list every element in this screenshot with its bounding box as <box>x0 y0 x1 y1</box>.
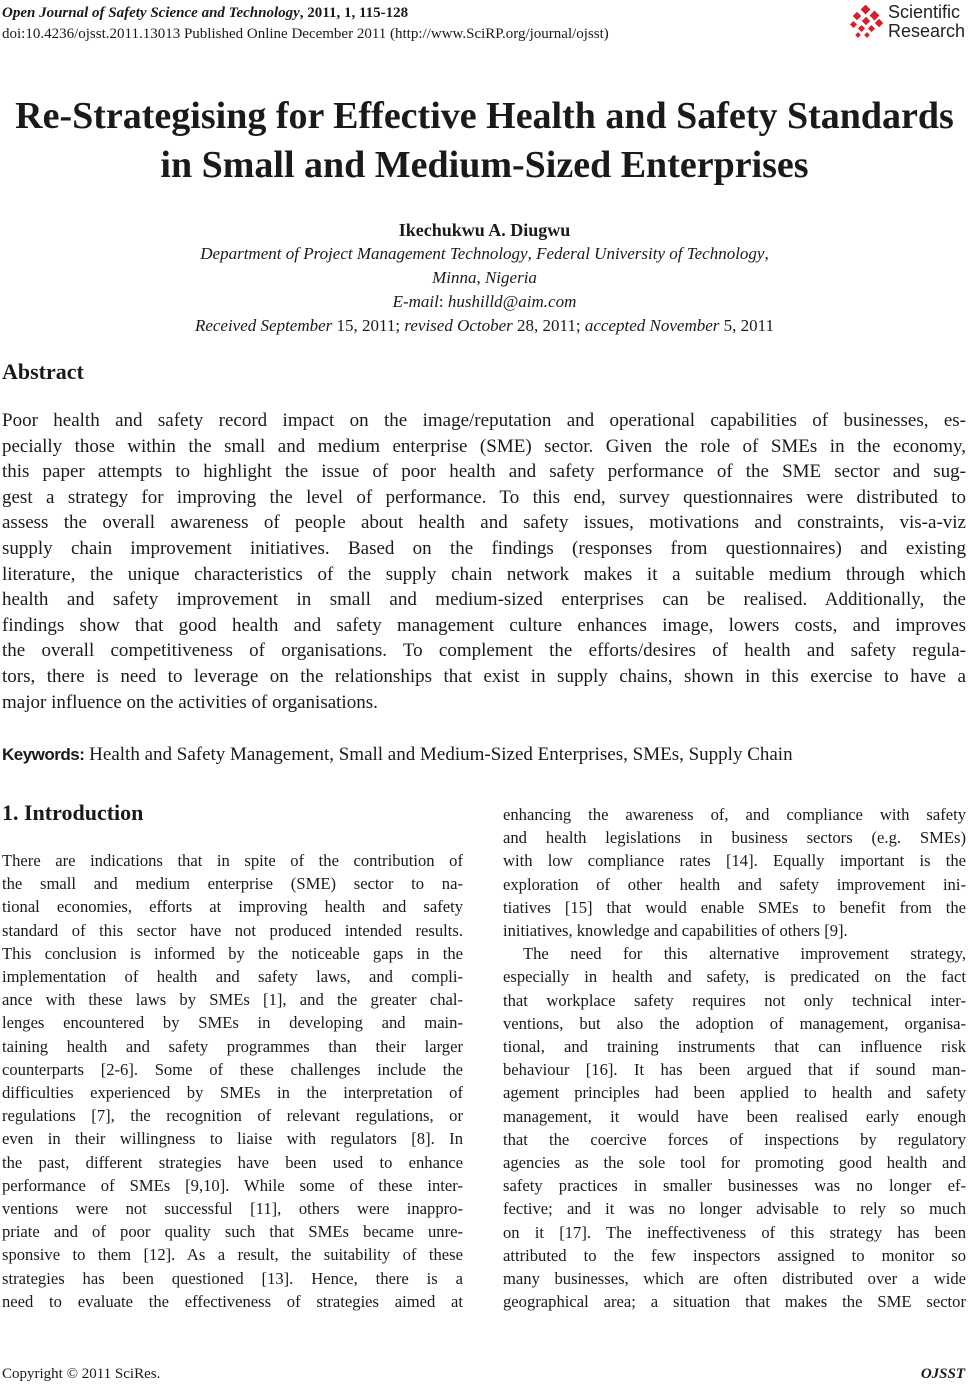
dates-line <box>0 314 969 338</box>
body-text-line: enhancing the awareness of, and compliance with safety <box>503 805 966 824</box>
body-text-line: the small and medium enterprise (SME) sector to na- <box>2 874 463 894</box>
affil-sep: , <box>764 244 769 263</box>
email-line <box>0 290 969 314</box>
logo-text <box>888 3 965 41</box>
university: Federal University of Technology <box>536 244 765 263</box>
left-column <box>2 849 463 1313</box>
body-text-line: This conclusion is informed by the noticeable gaps in the <box>2 943 463 963</box>
body-text-line: the past, different strategies have been used to enhance <box>2 1152 463 1172</box>
abstract-line: major influence on the activities of organisations. <box>2 691 378 713</box>
revised-label: revised October <box>404 316 513 335</box>
affil-sep: , <box>476 268 485 287</box>
scientific-research-logo-icon <box>848 5 886 41</box>
body-text-line: especially in health and safety, is predicated on the fact <box>503 967 966 987</box>
body-text-line: There are indications that in spite of the contribution of <box>2 851 463 870</box>
abstract-text <box>2 408 966 715</box>
logo-line-2: Research <box>888 21 966 41</box>
abstract-line: literature, the unique characteristics of the supply chain network makes it a suitable medium through which <box>2 563 966 585</box>
paper-title <box>0 92 969 190</box>
accepted-label: accepted November <box>584 316 720 335</box>
body-text-line: The need for this alternative improvement strategy, <box>523 944 966 964</box>
keywords-label: Keywords: <box>2 745 85 764</box>
abstract-line: pecially those within the small and medium enterprise (SME) sector. Given the role of SMEs in the economy, <box>2 435 966 457</box>
body-text-line: geographical area; a situation that makes the SME sector <box>503 1292 966 1312</box>
affiliation-block <box>0 242 969 338</box>
body-text-line: counterparts [2-6]. Some of these challenges include the <box>2 1059 463 1079</box>
revised-date: 28, 2011; <box>512 316 585 335</box>
country: Nigeria <box>484 268 537 287</box>
title-line-1: Re-Strategising for Effective Health and Safety Standards <box>15 95 954 137</box>
body-text-line: ventions were not successful [11], others were inappro- <box>2 1199 463 1219</box>
abstract-line: findings show that good health and safety management culture enhances image, lowers costs, and improves <box>2 614 966 636</box>
abstract-line: assess the overall awareness of people about health and safety issues, motivations and constraints, vis-a-viz <box>2 512 966 534</box>
journal-name: Open Journal of Safety Science and Technology <box>2 5 300 21</box>
abstract-line: the overall competitiveness of organisations. To complement the efforts/desires of health and safety regula- <box>2 640 966 662</box>
affiliation-line-1 <box>0 242 969 266</box>
body-text-line: taining health and safety programmes than their larger <box>2 1036 463 1056</box>
body-text-line: tional economies, efforts at improving health and safety <box>2 897 463 917</box>
body-text-line: performance of SMEs [9,10]. While some of these inter- <box>2 1175 463 1195</box>
abstract-line: this paper attempts to highlight the issue of poor health and safety performance of the SME sector and sug- <box>2 461 966 483</box>
publisher-logo <box>848 1 968 45</box>
footer-journal-code: OJSST <box>920 1366 965 1382</box>
journal-citation <box>2 3 408 23</box>
body-text-line: that the coercive forces of inspections by regulatory <box>503 1129 966 1149</box>
accepted-date: 5, 2011 <box>719 316 775 335</box>
abstract-line: supply chain improvement initiatives. Based on the findings (responses from questionnaires) and existing <box>2 537 966 559</box>
keywords-line <box>2 742 793 768</box>
body-text-line: lenges encountered by SMEs in developing and main- <box>2 1013 463 1033</box>
body-text-line: behaviour [16]. It has been argued that if sound man- <box>503 1060 966 1080</box>
body-text-line: strategies has been questioned [13]. Hence, there is a <box>2 1268 463 1288</box>
body-text-line: initiatives, knowledge and capabilities of others [9]. <box>503 921 848 941</box>
footer-copyright: Copyright © 2011 SciRes. <box>2 1366 161 1382</box>
body-text-line: safety practices in smaller businesses was no longer ef- <box>503 1176 966 1196</box>
body-text-line: implementation of health and safety laws, and compli- <box>2 967 463 987</box>
right-column <box>503 803 966 1313</box>
body-text-line: tiatives [15] that would enable SMEs to benefit from the <box>503 897 966 917</box>
journal-volume: , 2011, 1, 115-128 <box>299 5 409 21</box>
body-text-line: on it [17]. The ineffectiveness of this strategy has been <box>503 1222 966 1242</box>
received-label: Received September <box>194 316 333 335</box>
body-text-line: need to evaluate the effectiveness of strategies aimed at <box>2 1291 463 1311</box>
body-text-line: fective; and it was no longer advisable to rely so much <box>503 1199 966 1219</box>
email-sep: : <box>438 292 448 311</box>
body-text-line: and health legislations in business sectors (e.g. SMEs) <box>503 828 966 848</box>
abstract-line: gest a strategy for improving the level of performance. To this end, survey questionnaires were distributed to <box>2 486 966 508</box>
body-text-line: tional, and training instruments that can influence risk <box>503 1037 966 1057</box>
affiliation-line-2 <box>0 266 969 290</box>
keywords-value: Health and Safety Management, Small and Medium-Sized Enterprises, SMEs, Supply Chain <box>84 744 793 765</box>
email-address[interactable]: hushilld@aim.com <box>447 292 577 311</box>
abstract-line: health and safety improvement in small and medium-sized enterprises can be realised. Additionally, the <box>2 589 966 611</box>
abstract-heading: Abstract <box>2 359 84 384</box>
body-text-line: many businesses, which are often distributed over a wide <box>503 1269 966 1289</box>
abstract-line: tors, there is need to leverage on the relationships that exist in supply chains, shown in this exercise to have a <box>2 665 966 687</box>
body-text-line: attributed to the few inspectors assigned to monitor so <box>503 1245 966 1265</box>
body-text-line: exploration of other health and safety improvement ini- <box>503 874 966 894</box>
abstract-line: Poor health and safety record impact on the image/reputation and operational capabilities of businesses, es- <box>2 410 966 431</box>
body-text-line: with low compliance rates [14]. Equally important is the <box>503 851 966 871</box>
body-text-line: management, it would have been realised early enough <box>503 1106 966 1126</box>
department: Department of Project Management Technology <box>200 244 528 263</box>
body-text-line: standard of this sector have not produced intended results. <box>2 920 463 940</box>
body-text-line: regulations [7], the recognition of relevant regulations, or <box>2 1106 463 1126</box>
body-text-line: even in their willingness to liaise with regulators [8]. In <box>2 1129 463 1149</box>
body-text-line: ventions, but also the adoption of management, organisa- <box>503 1013 966 1033</box>
body-text-line: sponsive to them [12]. As a result, the suitability of these <box>2 1245 463 1265</box>
email-label: E-mail <box>392 292 439 311</box>
body-text-line: difficulties experienced by SMEs in the interpretation of <box>2 1083 463 1103</box>
body-text-line: agement principles had been applied to health and safety <box>503 1083 966 1103</box>
body-text-line: that workplace safety requires not only technical inter- <box>503 990 966 1010</box>
author-name: Ikechukwu A. Diugwu <box>398 220 571 240</box>
received-date: 15, 2011; <box>332 316 405 335</box>
logo-line-1: Scientific <box>888 2 961 22</box>
city: Minna <box>432 268 477 287</box>
body-text-line: ance with these laws by SMEs [1], and the greater chal- <box>2 990 463 1010</box>
title-line-2: in Small and Medium-Sized Enterprises <box>160 144 809 186</box>
affil-sep: , <box>527 244 537 263</box>
body-text-line: priate and of poor quality such that SMEs became unre- <box>2 1222 463 1242</box>
section-heading-introduction: 1. Introduction <box>2 800 144 825</box>
doi-line: doi:10.4236/ojsst.2011.13013 Published Online December 2011 (http://www.SciRP.org/journal/ojsst) <box>2 26 609 42</box>
body-text-line: agencies as the sole tool for promoting good health and <box>503 1153 966 1173</box>
